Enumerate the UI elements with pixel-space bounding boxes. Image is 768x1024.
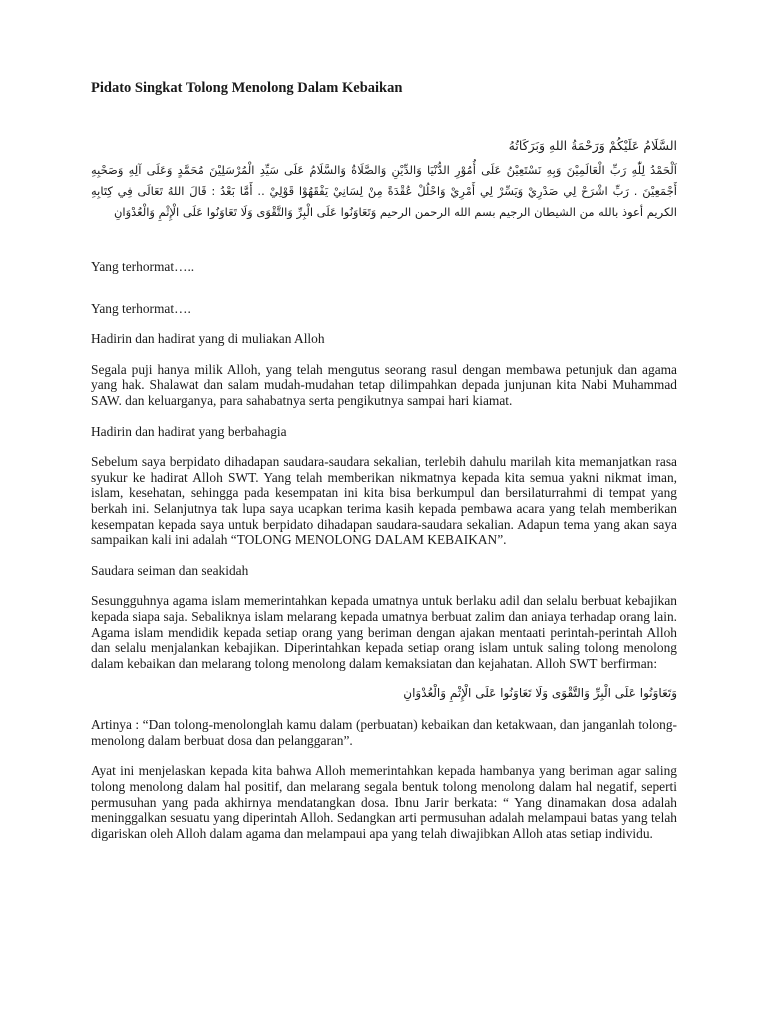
paragraph-translation: Artinya : “Dan tolong-menolonglah kamu dalam (perbuatan) kebaikan dan ketakwaan, dan janganlah tolong-menolong dalam berbuat dosa dan pelanggaran”. — [91, 717, 677, 748]
arabic-opening-text: اَلْحَمْدُ لِلّٰهِ رَبِّ الْعَالَمِيْنَ وَبِهِ نَسْتَعِيْنُ عَلَى أُمُوْرِ الدُّنْيَا وَالدِّيْنِ وَالصَّلَاةُ وَالسَّلَامُ عَلَى سَيِّدِ الْمُرْسَلِيْنَ مُحَمَّدٍ وَعَلَى آلِهِ وَصَحْبِهِ أَجْمَعِيْنَ . رَبِّ اشْرَحْ لِي صَدْرِيْ وَيَسِّرْ لِي أَمْرِيْ وَاحْلُلْ عُقْدَةً مِنْ لِسَانِيْ يَفْقَهُوْا قَوْلِيْ .. أَمَّا بَعْدُ : قَالَ اللهُ تَعَالَى فِي كِتَابِهِ الكريم أعوذ بالله من الشيطان الرجيم بسم الله الرحمن الرحيم وَتَعَاوَنُوا عَلَى الْبِرِّ وَالتَّقْوَى وَلَا تَعَاوَنُوا عَلَى الْإِثْمِ وَالْعُدْوَانِ — [91, 163, 677, 219]
arabic-salam: السَّلَامُ عَلَيْكُمْ وَرَحْمَةُ اللهِ وَبَرَكَاتُهُ — [508, 138, 677, 153]
document-title: Pidato Singkat Tolong Menolong Dalam Kebaikan — [91, 80, 403, 96]
document-page — [91, 78, 677, 841]
address-2: Hadirin dan hadirat yang berbahagia — [91, 423, 287, 439]
paragraph-islam: Sesungguhnya agama islam memerintahkan kepada umatnya untuk berlaku adil dan selalu berbuat kebajikan kepada siapa saja. Sebaliknya islam melarang kepada umatnya berbuat zalim dan aniaya terhadap orang lain. Agama islam mendidik kepada setiap orang yang beriman dengan ajakan mentaati perintah-perintah Alloh dan selalu menjalankan kebajikan. Diperintahkan kepada setiap orang islam untuk saling tolong menolong dalam kebaikan dan melarang tolong menolong dalam kemaksiatan dan kejahatan. Alloh SWT berfirman: — [91, 593, 677, 671]
greeting-1: Yang terhormat….. — [91, 259, 195, 274]
arabic-opening-block — [91, 136, 677, 223]
paragraph-explanation: Ayat ini menjelaskan kepada kita bahwa Alloh memerintahkan kepada hambanya yang beriman agar saling tolong menolong dalam hal positif, dan melarang segala bentuk tolong menolong dalam hal negatif, seperti permusuhan yang pada akhirnya mendatangkan dosa. Ibnu Jarir berkata: “ Yang dinamakan dosa adalah meninggalkan sesuatu yang diperintah Alloh. Sedangkan arti permusuhan adalah melampaui batas yang telah digariskan oleh Alloh dalam agama dan melampaui apa yang telah diwajibkan Alloh atas setiap individu. — [91, 763, 677, 841]
paragraph-opening: Sebelum saya berpidato dihadapan saudara-saudara sekalian, terlebih dahulu marilah kita memanjatkan rasa syukur ke hadirat Alloh SWT. Yang telah memberikan nikmatnya kepada kita semua yakni nikmat iman, islam, kesehatan, sehingga pada kesempatan ini kita bisa berkumpul dan bersilaturrahmi di tempat yang berkah ini. Selanjutnya tak lupa saya ucapkan terima kasih kepada pembawa acara yang telah memberikan kesempatan kepada saya untuk berpidato dihadapan saudara-saudara sekalian. Adapun tema yang akan saya sampaikan kali ini adalah “TOLONG MENOLONG DALAM KEBAIKAN”. — [91, 454, 677, 548]
greeting-2: Yang terhormat…. — [91, 300, 191, 316]
arabic-verse: وَتَعَاوَنُوا عَلَى الْبِرِّ وَالتَّقْوَى وَلَا تَعَاوَنُوا عَلَى الْإِثْمِ وَالْعُدْوَانِ — [403, 686, 677, 701]
paragraph-praise: Segala puji hanya milik Alloh, yang telah mengutus seorang rasul dengan membawa petunjuk dan agama yang hak. Shalawat dan salam mudah-mudahan tetap dilimpahkan depada junjunan kita Nabi Muhammad SAW. dan keluarganya, para sahabatnya serta pengikutnya sampai hari kiamat. — [91, 361, 677, 408]
address-3: Saudara seiman dan seakidah — [91, 562, 249, 578]
address-1: Hadirin dan hadirat yang di muliakan Alloh — [91, 331, 325, 347]
